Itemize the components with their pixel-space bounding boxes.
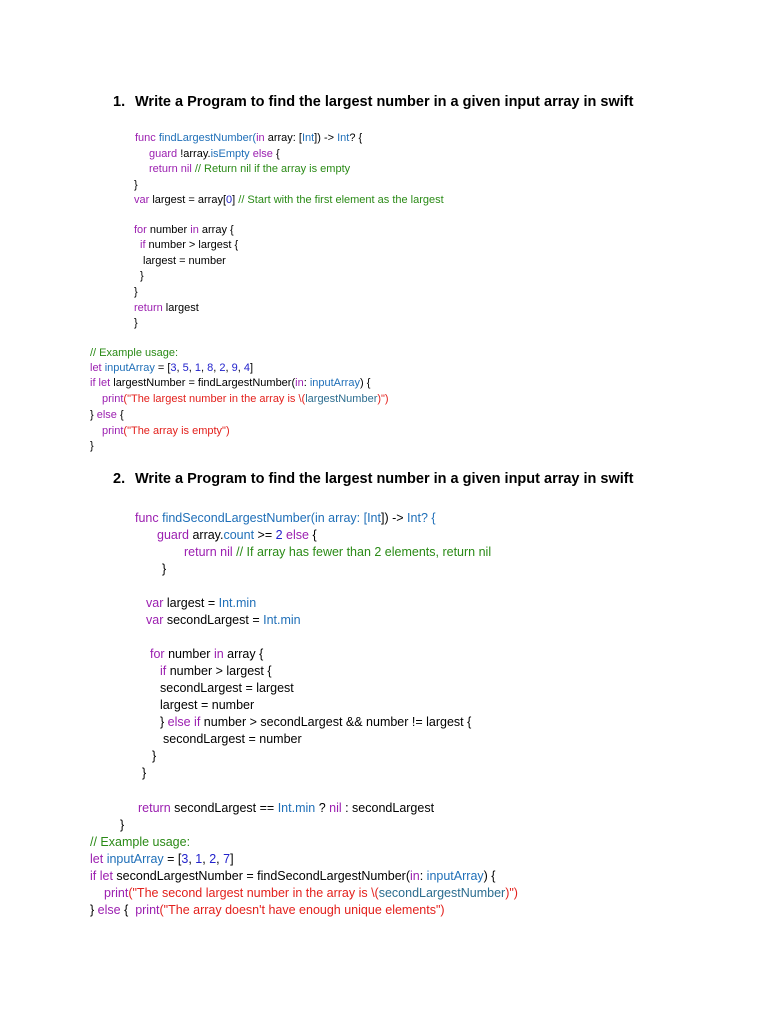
code-line bbox=[163, 732, 302, 746]
code-token: findLargestNumber( bbox=[158, 132, 257, 144]
code-token: } bbox=[140, 270, 144, 282]
code-token: } bbox=[90, 409, 97, 421]
code-line bbox=[134, 317, 138, 329]
code-token: func bbox=[135, 132, 159, 144]
code-token: array { bbox=[223, 647, 264, 661]
code-token: .min bbox=[277, 613, 301, 627]
code-token: 9 bbox=[231, 362, 238, 374]
code-token: number bbox=[164, 647, 214, 661]
code-token: else bbox=[249, 148, 273, 160]
question-2-heading bbox=[113, 471, 633, 487]
code-token: )") bbox=[505, 886, 518, 900]
question-1-heading bbox=[113, 94, 633, 110]
code-token: largest = number bbox=[143, 255, 226, 267]
code-token: ("The array doesn't have enough unique elements") bbox=[159, 903, 445, 917]
code-token: .min bbox=[232, 596, 257, 610]
code-token: } bbox=[134, 286, 138, 298]
code-token: Int bbox=[367, 511, 381, 525]
code-line bbox=[160, 698, 254, 712]
code-line bbox=[102, 393, 389, 405]
code-token: ? { bbox=[420, 511, 436, 525]
code-token: // Example usage: bbox=[90, 347, 179, 359]
code-token: return bbox=[138, 801, 171, 815]
code-token: } bbox=[162, 562, 167, 576]
code-token: largestNumber = findLargestNumber( bbox=[110, 377, 296, 389]
code-token: for bbox=[134, 224, 147, 236]
code-token: 1 bbox=[194, 362, 202, 374]
code-token: // If array has fewer than 2 elements, return nil bbox=[232, 545, 492, 559]
code-token: count bbox=[223, 528, 255, 542]
code-line bbox=[157, 528, 317, 542]
code-token: .min bbox=[291, 801, 316, 815]
code-token: } bbox=[152, 749, 157, 763]
code-token: Int bbox=[277, 801, 292, 815]
code-token: Int bbox=[407, 511, 421, 525]
code-line bbox=[135, 511, 436, 525]
code-token: largestNumber bbox=[305, 393, 378, 405]
code-token: nil bbox=[329, 801, 342, 815]
code-token: ] bbox=[232, 194, 236, 206]
code-line bbox=[104, 886, 518, 900]
code-token: else bbox=[282, 528, 309, 542]
code-token: print bbox=[135, 903, 160, 917]
code-token: var bbox=[134, 194, 150, 206]
question-number: 1. bbox=[113, 94, 126, 110]
code-line bbox=[134, 286, 138, 298]
code-token: in bbox=[256, 132, 265, 144]
code-token: , bbox=[176, 362, 183, 374]
code-token: isEmpty bbox=[210, 148, 250, 160]
code-token: array: [ bbox=[264, 132, 302, 144]
question-number: 2. bbox=[113, 471, 126, 487]
code-token: guard bbox=[157, 528, 189, 542]
code-token: ) { bbox=[359, 377, 371, 389]
code-line bbox=[160, 664, 272, 678]
code-token: )") bbox=[377, 393, 389, 405]
code-token: } bbox=[134, 317, 138, 329]
code-line bbox=[135, 132, 362, 144]
code-token: ]) -> bbox=[380, 511, 408, 525]
code-token: secondLargest = number bbox=[163, 732, 302, 746]
code-token: in bbox=[190, 224, 199, 236]
code-line bbox=[134, 224, 234, 236]
code-token: let bbox=[90, 852, 104, 866]
code-token: print bbox=[104, 886, 129, 900]
code-token: : bbox=[419, 869, 427, 883]
code-line bbox=[149, 148, 280, 160]
code-token: number > largest { bbox=[145, 239, 239, 251]
code-token: else if bbox=[167, 715, 201, 729]
code-token: secondLargestNumber = findSecondLargestNumber( bbox=[112, 869, 410, 883]
code-token: // Start with the first element as the largest bbox=[235, 194, 444, 206]
code-token: ("The second largest number in the array is \( bbox=[128, 886, 379, 900]
code-token: , bbox=[188, 852, 196, 866]
code-token: , bbox=[188, 362, 195, 374]
code-line bbox=[90, 409, 124, 421]
code-token: ("The array is empty") bbox=[123, 425, 230, 437]
code-token: if bbox=[160, 664, 167, 678]
code-token: else bbox=[97, 903, 121, 917]
code-token: ] bbox=[230, 852, 234, 866]
code-token: ? bbox=[315, 801, 330, 815]
code-line bbox=[160, 681, 294, 695]
code-token: 5 bbox=[182, 362, 189, 374]
code-token: Int bbox=[301, 132, 315, 144]
code-token: { bbox=[116, 409, 124, 421]
code-token: secondLargest = largest bbox=[160, 681, 294, 695]
code-token: } bbox=[142, 766, 147, 780]
code-line bbox=[134, 194, 444, 206]
code-token: largest bbox=[162, 302, 199, 314]
code-token: , bbox=[213, 362, 220, 374]
code-line bbox=[152, 749, 156, 763]
code-token: , bbox=[202, 852, 210, 866]
code-token: print bbox=[102, 393, 124, 405]
code-token: secondLargest = bbox=[163, 613, 264, 627]
code-token: in bbox=[295, 377, 304, 389]
code-token: array { bbox=[198, 224, 234, 236]
code-line bbox=[162, 562, 166, 576]
code-token: if let bbox=[90, 869, 113, 883]
code-token: 4 bbox=[243, 362, 251, 374]
code-token: >= bbox=[254, 528, 276, 542]
code-token: for bbox=[150, 647, 165, 661]
code-line bbox=[90, 347, 178, 359]
code-token: 7 bbox=[223, 852, 231, 866]
code-token: 2 bbox=[209, 852, 217, 866]
code-token: inputArray bbox=[106, 852, 164, 866]
code-token: return bbox=[134, 302, 163, 314]
code-token: largest = number bbox=[160, 698, 255, 712]
code-line bbox=[90, 903, 445, 917]
code-line bbox=[90, 362, 253, 374]
code-line bbox=[138, 801, 434, 815]
code-token: 3 bbox=[181, 852, 189, 866]
code-token: Int bbox=[337, 132, 350, 144]
code-token: in bbox=[409, 869, 420, 883]
code-token: : bbox=[303, 377, 310, 389]
code-token: { bbox=[308, 528, 317, 542]
code-token: , bbox=[237, 362, 244, 374]
code-token: in bbox=[213, 647, 224, 661]
code-token: var bbox=[146, 613, 164, 627]
code-token: number bbox=[146, 224, 191, 236]
code-token: return nil bbox=[149, 163, 192, 175]
code-token: } bbox=[160, 715, 168, 729]
code-token: if bbox=[140, 239, 146, 251]
code-line bbox=[134, 302, 199, 314]
code-line bbox=[146, 613, 301, 627]
code-token: : secondLargest bbox=[341, 801, 435, 815]
code-token: , bbox=[216, 852, 224, 866]
code-token: largest = array[ bbox=[149, 194, 227, 206]
code-token: let bbox=[90, 362, 102, 374]
question-text: Write a Program to find the largest number in a given input array in swift bbox=[135, 471, 634, 487]
code-token: 8 bbox=[207, 362, 214, 374]
code-token: { bbox=[272, 148, 280, 160]
code-line bbox=[140, 239, 238, 251]
code-token: // Return nil if the array is empty bbox=[191, 163, 351, 175]
code-line bbox=[140, 270, 144, 282]
code-line bbox=[149, 163, 350, 175]
code-token: , bbox=[225, 362, 232, 374]
code-line bbox=[184, 545, 491, 559]
code-token: { bbox=[120, 903, 136, 917]
code-token: inputArray bbox=[309, 377, 360, 389]
code-token: // Example usage: bbox=[90, 835, 191, 849]
code-token: return nil bbox=[184, 545, 233, 559]
code-token: largest = bbox=[163, 596, 219, 610]
code-token: = [ bbox=[163, 852, 182, 866]
code-line bbox=[102, 425, 230, 437]
code-line bbox=[90, 852, 234, 866]
code-token: 2 bbox=[275, 528, 283, 542]
code-token: 2 bbox=[219, 362, 226, 374]
code-token: number > secondLargest && number != largest { bbox=[200, 715, 472, 729]
code-token: ? { bbox=[349, 132, 363, 144]
code-token: 1 bbox=[195, 852, 203, 866]
code-token: findSecondLargestNumber(in array: [ bbox=[162, 511, 368, 525]
code-token: ) { bbox=[483, 869, 496, 883]
code-token: Int bbox=[263, 613, 278, 627]
code-token: inputArray bbox=[104, 362, 155, 374]
code-token: func bbox=[135, 511, 163, 525]
code-line bbox=[146, 596, 256, 610]
code-token: 0 bbox=[226, 194, 233, 206]
code-line bbox=[120, 818, 124, 832]
code-token: ] bbox=[250, 362, 254, 374]
code-token: } bbox=[90, 903, 98, 917]
code-line bbox=[150, 647, 263, 661]
code-line bbox=[90, 377, 370, 389]
code-line bbox=[142, 766, 146, 780]
code-token: ("The largest number in the array is \( bbox=[123, 393, 306, 405]
code-token: ]) -> bbox=[314, 132, 338, 144]
code-token: if let bbox=[90, 377, 111, 389]
code-line bbox=[143, 255, 226, 267]
code-line bbox=[134, 179, 138, 191]
code-line bbox=[90, 869, 495, 883]
code-token: print bbox=[102, 425, 124, 437]
code-token: else bbox=[96, 409, 117, 421]
code-token: array. bbox=[188, 528, 224, 542]
code-token: !array. bbox=[177, 148, 211, 160]
code-line bbox=[90, 440, 94, 452]
code-token: Int bbox=[218, 596, 233, 610]
code-line bbox=[160, 715, 471, 729]
code-token: } bbox=[120, 818, 125, 832]
code-token: , bbox=[201, 362, 208, 374]
code-token: } bbox=[90, 440, 94, 452]
code-token: number > largest { bbox=[166, 664, 272, 678]
code-token: 3 bbox=[170, 362, 177, 374]
code-token: var bbox=[146, 596, 164, 610]
code-token: } bbox=[134, 179, 138, 191]
question-text: Write a Program to find the largest number in a given input array in swift bbox=[135, 94, 634, 110]
code-token: = [ bbox=[154, 362, 171, 374]
code-line bbox=[90, 835, 190, 849]
code-token: secondLargestNumber bbox=[378, 886, 506, 900]
code-token: secondLargest == bbox=[170, 801, 278, 815]
code-token: inputArray bbox=[426, 869, 484, 883]
code-token: guard bbox=[149, 148, 178, 160]
